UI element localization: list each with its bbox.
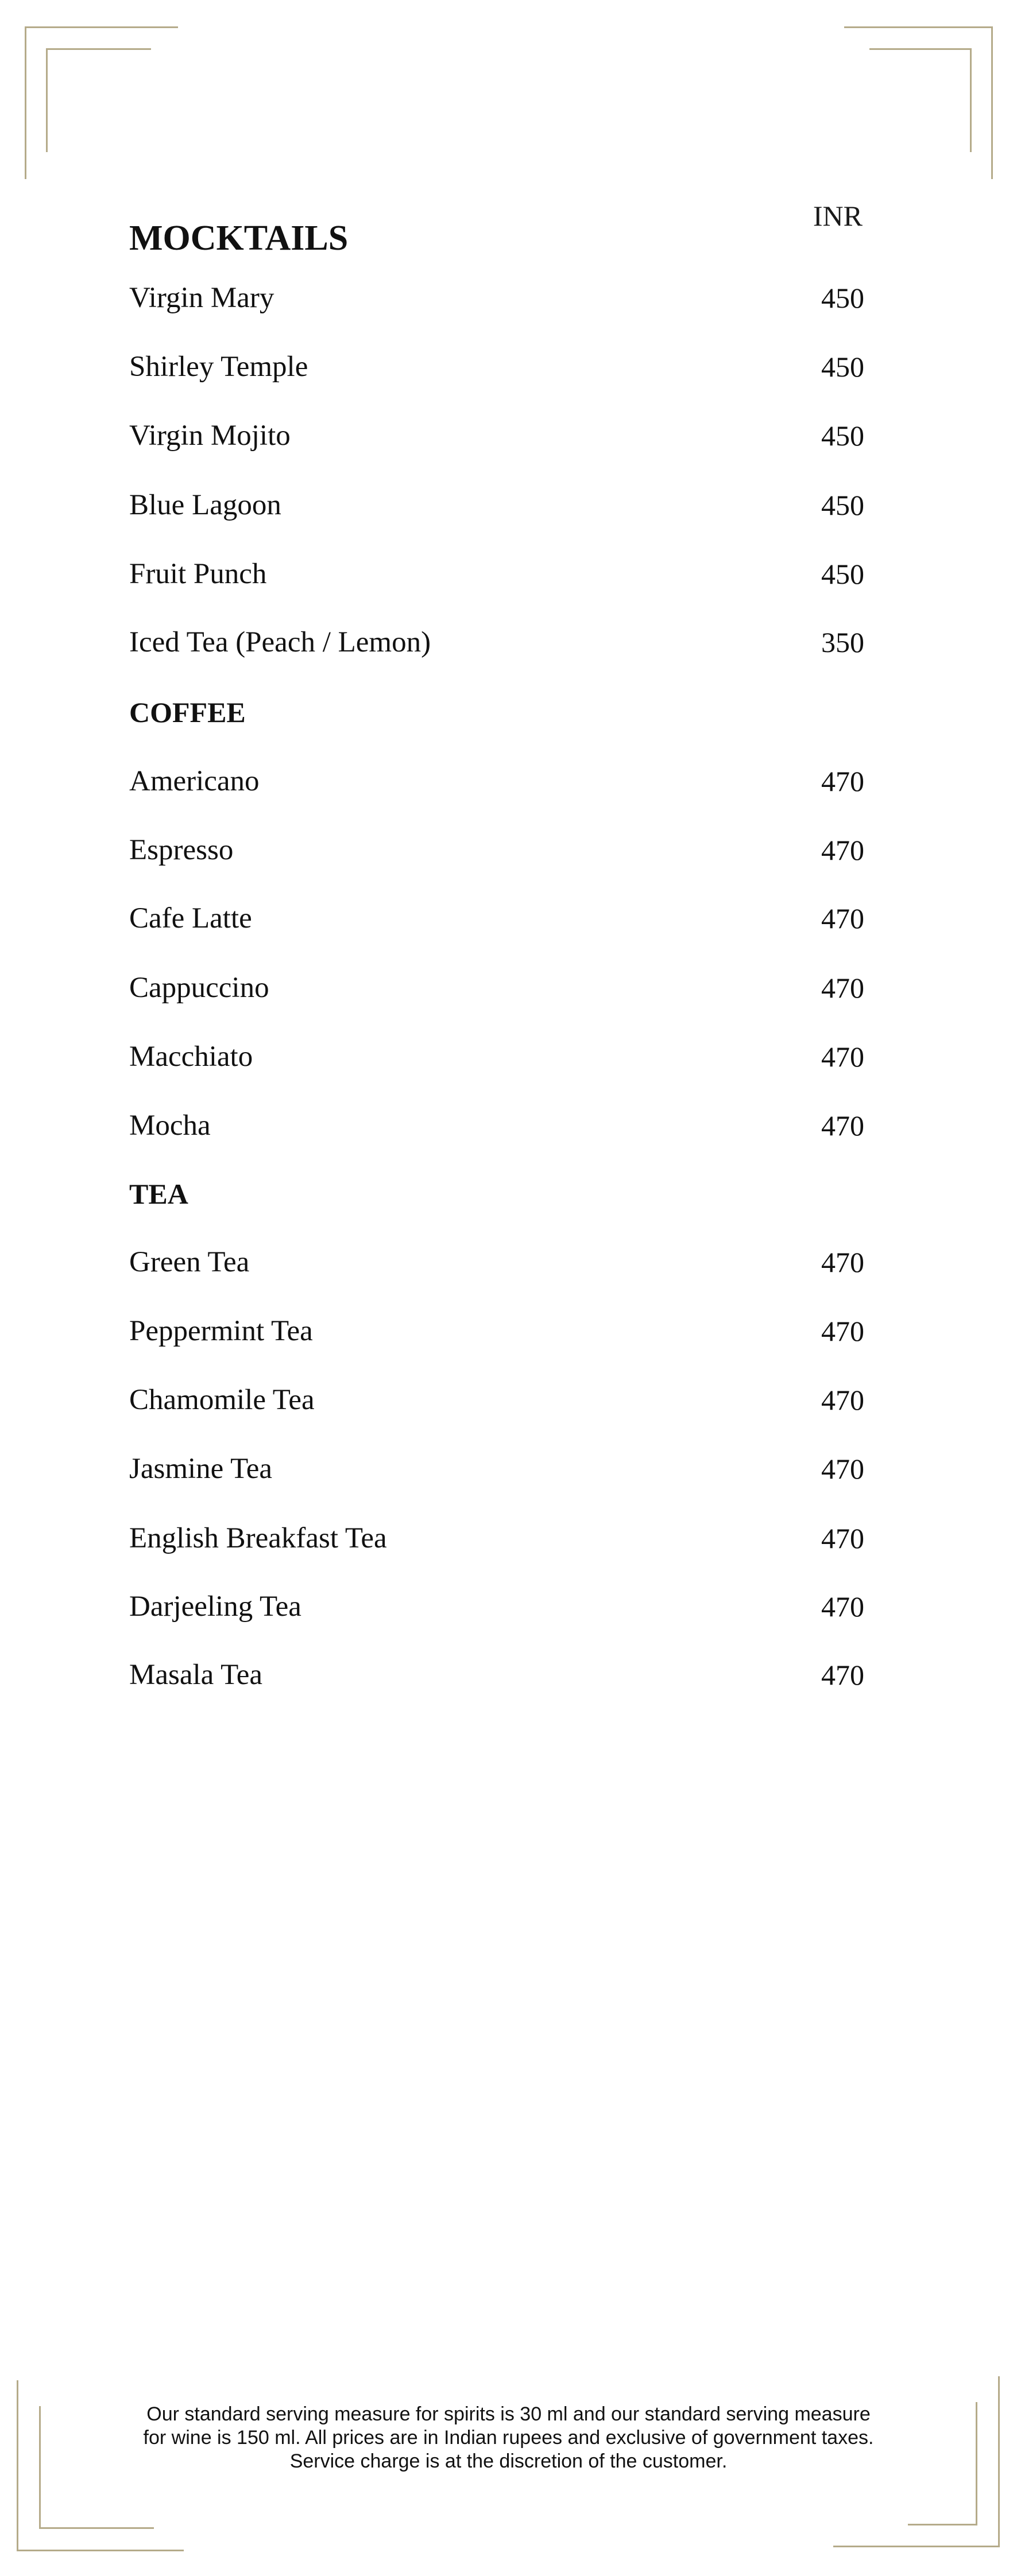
- section-title-coffee: COFFEE: [129, 696, 246, 728]
- item-price: 450: [821, 420, 864, 452]
- item-price: 470: [821, 1659, 864, 1691]
- menu-item: [129, 1317, 864, 1357]
- item-price: 470: [821, 1384, 864, 1416]
- item-name: Green Tea: [129, 1246, 250, 1278]
- menu-item: [129, 1592, 864, 1632]
- footer-line: Service charge is at the discretion of the customer.: [289, 2450, 728, 2472]
- item-name: Iced Tea (Peach / Lemon): [129, 626, 431, 658]
- item-price: 450: [821, 282, 864, 314]
- footer-line: for wine is 150 ml. All prices are in Indian rupees and exclusive of government taxes.: [143, 2427, 874, 2449]
- item-name: Peppermint Tea: [129, 1315, 313, 1347]
- menu-item: [129, 1386, 864, 1426]
- item-name: Espresso: [129, 834, 234, 866]
- menu-item: [129, 421, 864, 461]
- menu-item: [129, 973, 864, 1014]
- menu-item: [129, 352, 864, 393]
- item-price: 470: [821, 972, 864, 1004]
- item-name: Jasmine Tea: [129, 1453, 272, 1485]
- menu-item: [129, 836, 864, 876]
- footer-note: [115, 2403, 902, 2473]
- item-name: Masala Tea: [129, 1659, 262, 1691]
- footer-line: Our standard serving measure for spirits is 30 ml and our standard serving measure: [146, 2403, 871, 2425]
- section-title-tea: TEA: [129, 1178, 188, 1210]
- item-name: Chamomile Tea: [129, 1384, 315, 1416]
- currency-label: INR: [813, 200, 863, 232]
- item-price: 470: [821, 902, 864, 934]
- menu-item: [129, 1248, 864, 1288]
- item-name: Virgin Mary: [129, 282, 274, 314]
- item-price: 470: [821, 1041, 864, 1073]
- menu-item: [129, 767, 864, 807]
- item-name: Cappuccino: [129, 972, 269, 1004]
- menu-item: [129, 1454, 864, 1495]
- item-price: 470: [821, 765, 864, 797]
- menu-item: [129, 1042, 864, 1083]
- item-price: 450: [821, 558, 864, 590]
- menu-item: [129, 560, 864, 600]
- item-price: 470: [821, 1315, 864, 1347]
- item-price: 470: [821, 834, 864, 866]
- item-name: English Breakfast Tea: [129, 1522, 387, 1554]
- item-price: 450: [821, 489, 864, 521]
- item-price: 350: [821, 626, 864, 658]
- item-price: 470: [821, 1590, 864, 1623]
- item-name: Darjeeling Tea: [129, 1590, 301, 1623]
- item-name: Virgin Mojito: [129, 420, 291, 452]
- item-price: 450: [821, 351, 864, 383]
- menu-item: [129, 1661, 864, 1701]
- item-name: Cafe Latte: [129, 902, 252, 934]
- item-price: 470: [821, 1246, 864, 1278]
- menu-item: [129, 284, 864, 324]
- menu-item: [129, 491, 864, 531]
- item-name: Mocha: [129, 1109, 211, 1142]
- item-name: Americano: [129, 765, 260, 797]
- menu-item: [129, 904, 864, 944]
- menu-item: [129, 1111, 864, 1151]
- item-name: Blue Lagoon: [129, 489, 281, 521]
- menu-item: [129, 628, 864, 668]
- item-price: 470: [821, 1109, 864, 1142]
- item-name: Shirley Temple: [129, 351, 308, 383]
- section-title-mocktails: MOCKTAILS: [129, 219, 349, 258]
- item-price: 470: [821, 1453, 864, 1485]
- menu-item: [129, 1524, 864, 1564]
- item-name: Fruit Punch: [129, 558, 267, 590]
- item-name: Macchiato: [129, 1041, 253, 1073]
- item-price: 470: [821, 1522, 864, 1554]
